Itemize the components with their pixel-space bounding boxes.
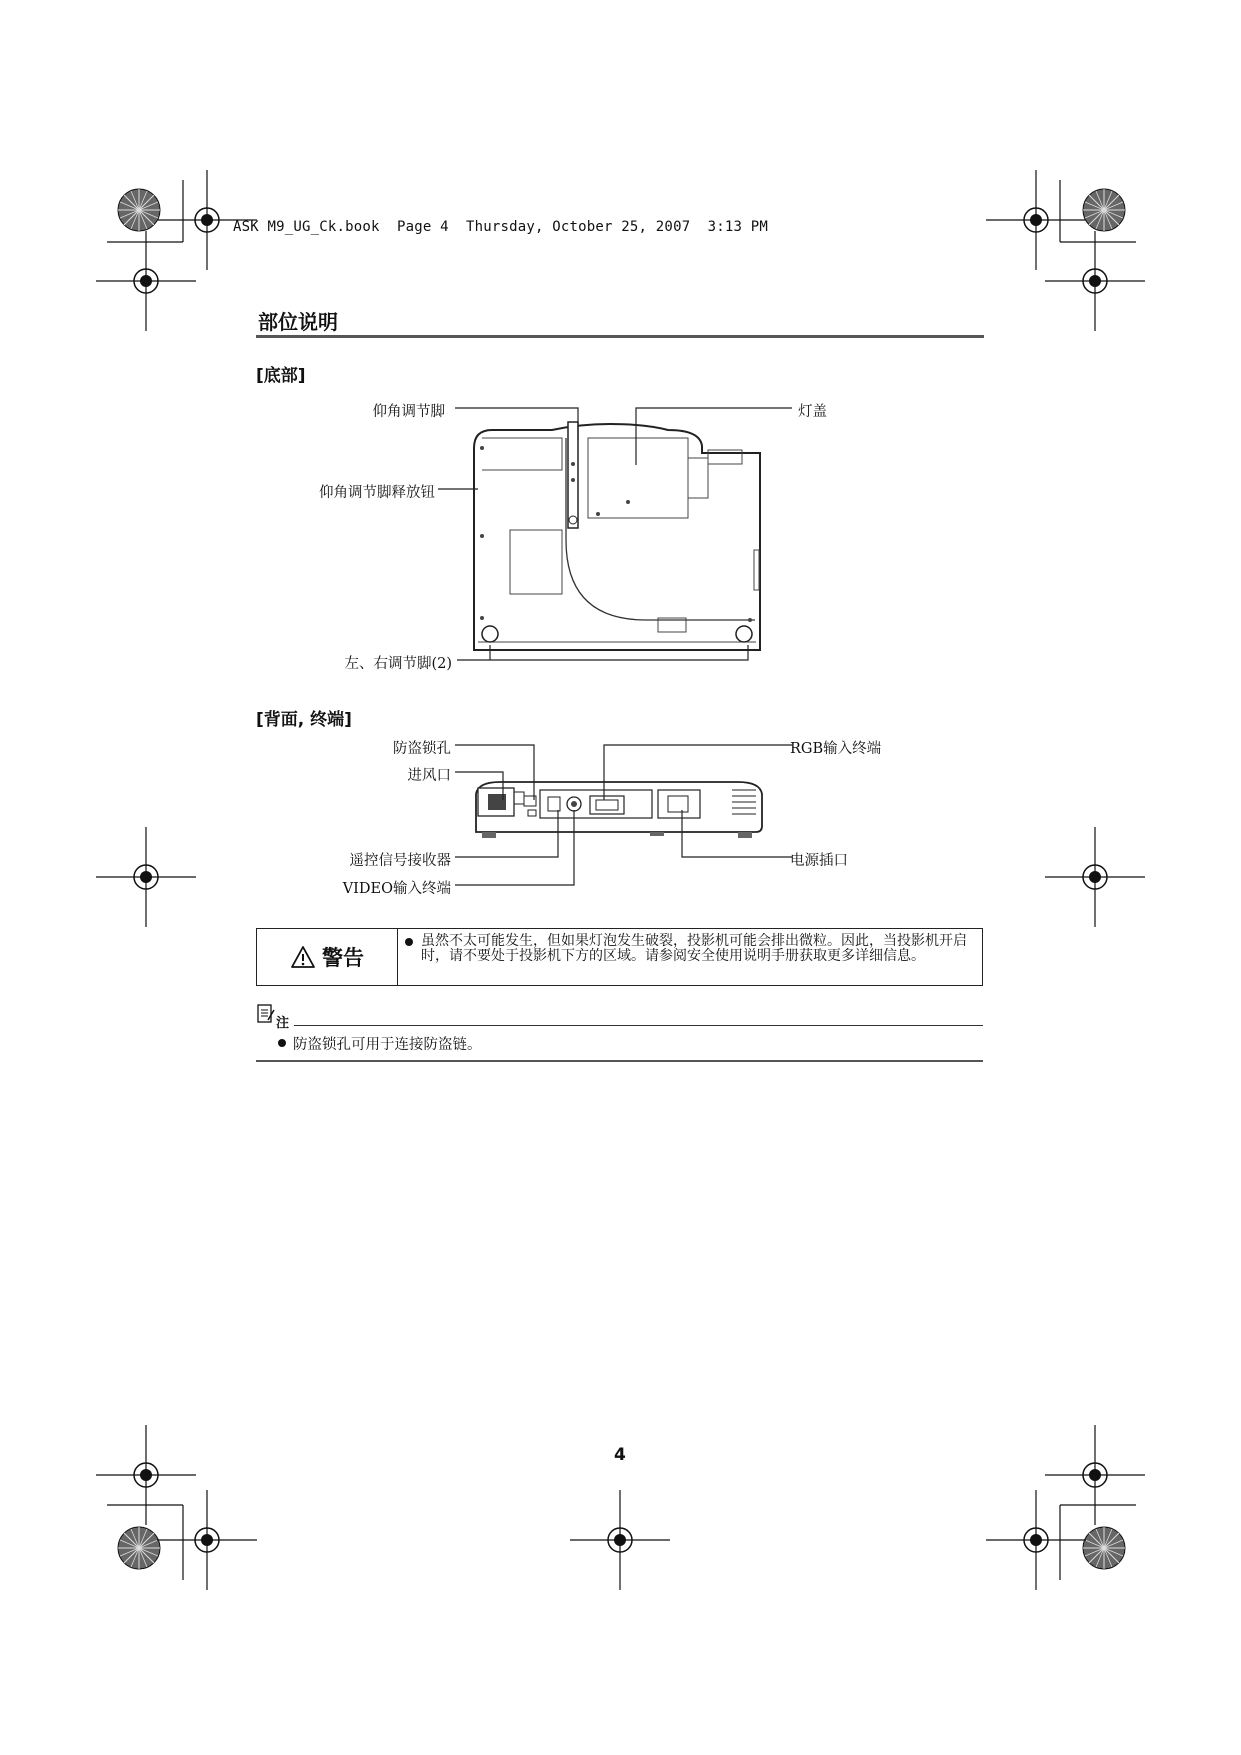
callout-antitheft-hole: 防盗锁孔 — [393, 741, 451, 757]
callout-remote-receiver: 遥控信号接收器 — [349, 853, 451, 869]
callout-air-intake: 进风口 — [407, 768, 451, 784]
warning-label-cell — [257, 929, 398, 985]
callout-lamp-cover: 灯盖 — [798, 404, 827, 420]
warning-text-cell — [403, 934, 976, 964]
callout-power-socket: 电源插口 — [790, 853, 848, 869]
warning-title: 警告 — [322, 946, 364, 970]
section-heading-bottom: [底部] — [256, 366, 306, 386]
callout-video-input: VIDEO输入终端 — [342, 881, 451, 897]
bullet-icon — [405, 938, 413, 946]
print-header: ASK M9_UG_Ck.book Page 4 Thursday, October 25, 2007 3:13 PM — [233, 219, 768, 235]
callout-rgb-input: RGB输入终端 — [790, 741, 882, 757]
callout-side-feet: 左、右调节脚(2) — [344, 656, 452, 672]
callout-tilt-release: 仰角调节脚释放钮 — [319, 485, 435, 501]
warning-text: 虽然不太可能发生，但如果灯泡发生破裂，投影机可能会排出微粒。因此，当投影机开启时，请不要处于投影机下方的区域。请参阅安全使用说明手册获取更多详细信息。 — [421, 933, 967, 964]
note-rule-bottom — [256, 1060, 983, 1062]
warning-box — [256, 928, 983, 986]
note-rule-top — [294, 1025, 983, 1026]
page-title: 部位说明 — [258, 310, 338, 334]
warning-triangle-icon — [290, 945, 316, 969]
callout-tilt-foot: 仰角调节脚 — [372, 404, 445, 420]
bullet-icon — [278, 1039, 286, 1047]
note-title: 注 — [276, 1016, 290, 1031]
section-heading-back: [背面, 终端] — [256, 710, 352, 730]
note-item: 防盗锁孔可用于连接防盗链。 — [293, 1037, 482, 1053]
note-icon — [257, 1004, 275, 1024]
page-number: 4 — [614, 1445, 626, 1465]
